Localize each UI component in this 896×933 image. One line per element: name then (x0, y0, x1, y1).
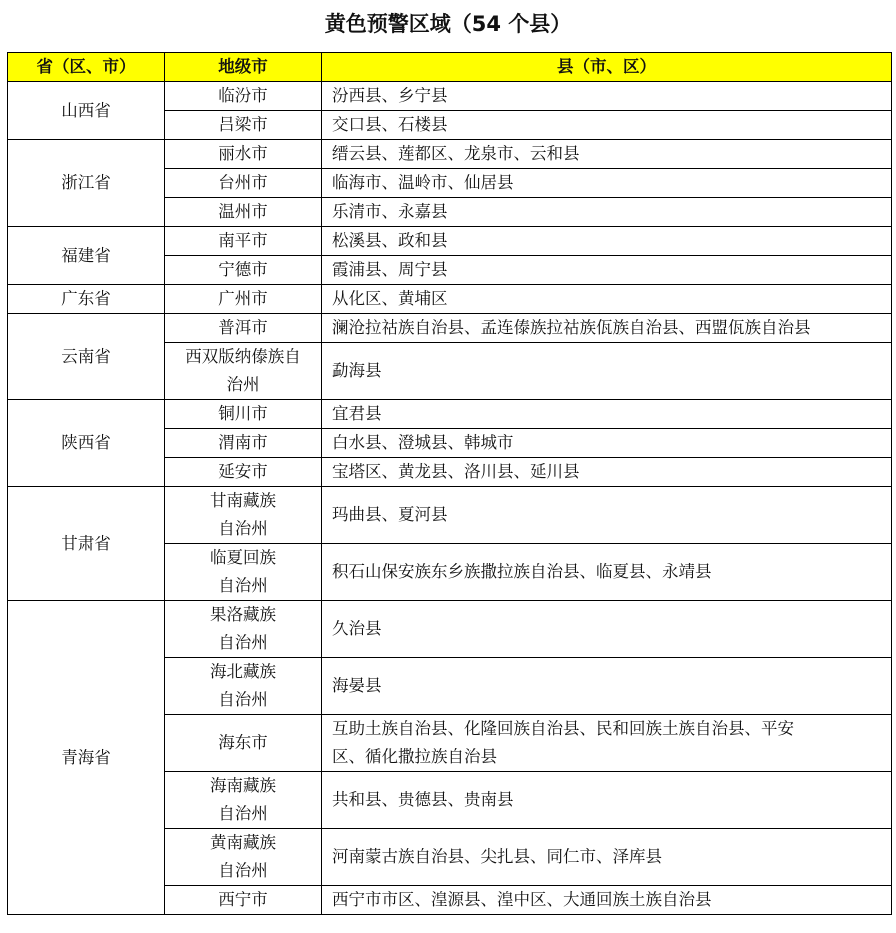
table-row (8, 314, 892, 343)
city-cell: 临夏回族 自治州 (165, 544, 322, 601)
table-row (8, 400, 892, 429)
county-cell: 玛曲县、夏河县 (322, 487, 892, 544)
county-cell: 勐海县 (322, 343, 892, 400)
county-cell: 共和县、贵德县、贵南县 (322, 772, 892, 829)
county-cell: 松溪县、政和县 (322, 227, 892, 256)
city-cell: 铜川市 (165, 400, 322, 429)
province-cell: 云南省 (8, 314, 165, 400)
province-cell: 福建省 (8, 227, 165, 285)
table-row (8, 82, 892, 111)
city-cell: 临汾市 (165, 82, 322, 111)
city-cell: 普洱市 (165, 314, 322, 343)
header-county: 县（市、区） (322, 53, 892, 82)
city-cell: 吕梁市 (165, 111, 322, 140)
city-cell: 丽水市 (165, 140, 322, 169)
header-city: 地级市 (165, 53, 322, 82)
county-cell: 海晏县 (322, 658, 892, 715)
province-cell: 广东省 (8, 285, 165, 314)
city-cell: 延安市 (165, 458, 322, 487)
city-cell: 西宁市 (165, 886, 322, 915)
county-cell: 久治县 (322, 601, 892, 658)
province-cell: 浙江省 (8, 140, 165, 227)
city-cell: 温州市 (165, 198, 322, 227)
province-cell: 甘肃省 (8, 487, 165, 601)
city-cell: 海东市 (165, 715, 322, 772)
county-cell: 宜君县 (322, 400, 892, 429)
header-row (8, 53, 892, 82)
city-cell: 黄南藏族 自治州 (165, 829, 322, 886)
county-cell: 临海市、温岭市、仙居县 (322, 169, 892, 198)
county-cell: 乐清市、永嘉县 (322, 198, 892, 227)
county-cell: 河南蒙古族自治县、尖扎县、同仁市、泽库县 (322, 829, 892, 886)
warning-region-table (7, 52, 892, 915)
county-cell: 澜沧拉祜族自治县、孟连傣族拉祜族佤族自治县、西盟佤族自治县 (322, 314, 892, 343)
page-title: 黄色预警区域（54 个县） (324, 12, 572, 36)
county-cell: 霞浦县、周宁县 (322, 256, 892, 285)
table-body (8, 82, 892, 915)
table-row (8, 285, 892, 314)
province-cell: 陕西省 (8, 400, 165, 487)
county-cell: 交口县、石楼县 (322, 111, 892, 140)
city-cell: 海南藏族 自治州 (165, 772, 322, 829)
county-cell: 汾西县、乡宁县 (322, 82, 892, 111)
table-row (8, 140, 892, 169)
county-cell: 缙云县、莲都区、龙泉市、云和县 (322, 140, 892, 169)
county-cell: 互助土族自治县、化隆回族自治县、民和回族土族自治县、平安 区、循化撒拉族自治县 (322, 715, 892, 772)
city-cell: 宁德市 (165, 256, 322, 285)
table-row (8, 227, 892, 256)
county-cell: 白水县、澄城县、韩城市 (322, 429, 892, 458)
city-cell: 甘南藏族 自治州 (165, 487, 322, 544)
city-cell: 南平市 (165, 227, 322, 256)
header-province: 省（区、市） (8, 53, 165, 82)
city-cell: 台州市 (165, 169, 322, 198)
city-cell: 果洛藏族 自治州 (165, 601, 322, 658)
table-row (8, 601, 892, 658)
city-cell: 西双版纳傣族自 治州 (165, 343, 322, 400)
province-cell: 青海省 (8, 601, 165, 915)
county-cell: 积石山保安族东乡族撒拉族自治县、临夏县、永靖县 (322, 544, 892, 601)
city-cell: 渭南市 (165, 429, 322, 458)
city-cell: 海北藏族 自治州 (165, 658, 322, 715)
county-cell: 从化区、黄埔区 (322, 285, 892, 314)
province-cell: 山西省 (8, 82, 165, 140)
city-cell: 广州市 (165, 285, 322, 314)
county-cell: 西宁市市区、湟源县、湟中区、大通回族土族自治县 (322, 886, 892, 915)
table-row (8, 487, 892, 544)
county-cell: 宝塔区、黄龙县、洛川县、延川县 (322, 458, 892, 487)
